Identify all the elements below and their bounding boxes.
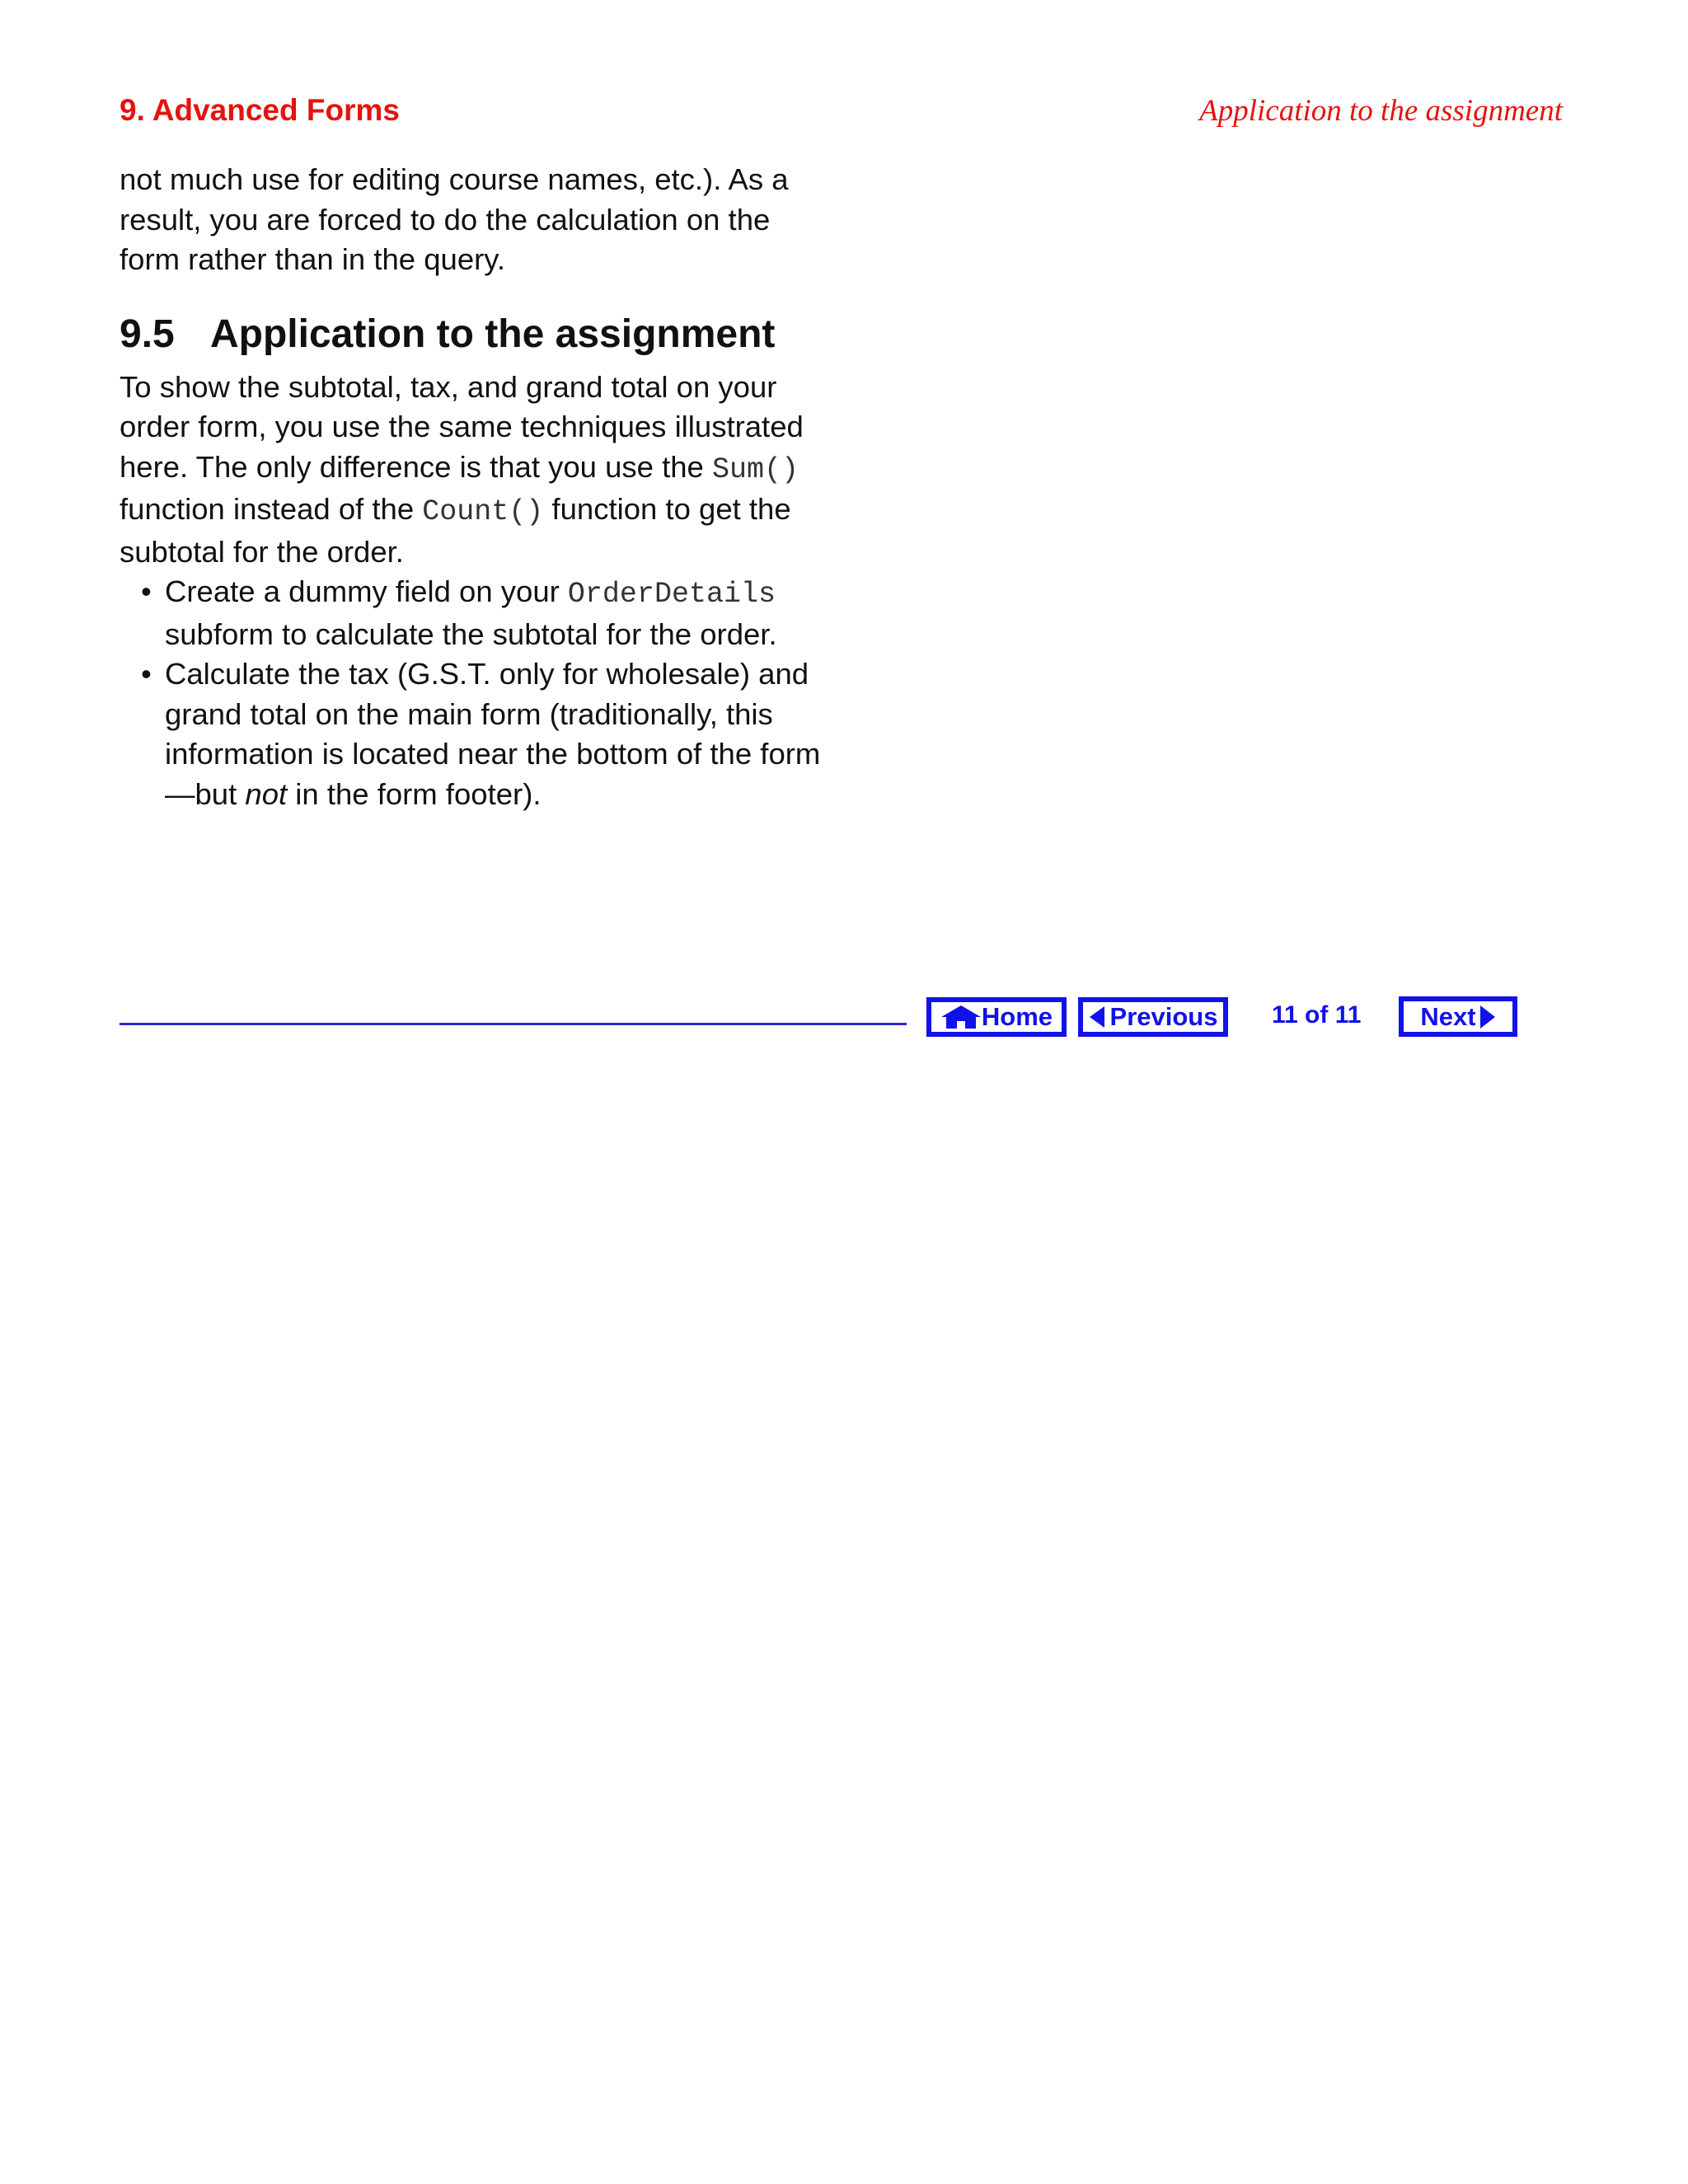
running-head-chapter: 9. Advanced Forms [120,93,400,127]
house-icon [940,1005,982,1029]
footer-rule [120,1023,907,1025]
bullet-list [120,572,828,814]
bullet-text-1: Calculate the tax (G.S.T. only for wholesale) and grand total on the main form (traditionally, this information is located near the bottom of the form—but [165,657,821,811]
page-indicator: 11 of 11 [1272,1001,1362,1029]
previous-button[interactable] [1078,997,1228,1037]
para-text-3: function to get the subtotal for the order. [120,492,791,569]
section-heading [120,310,828,359]
next-button[interactable] [1399,996,1517,1037]
home-button-label: Home [981,1002,1053,1031]
list-item [120,654,828,814]
bullet-marker: • [141,574,152,608]
next-button-label: Next [1420,1001,1476,1031]
code-sum: Sum() [711,452,799,486]
bullet-text-2: subform to calculate the subtotal for the order. [165,616,777,651]
body-paragraph [120,368,828,573]
list-item [120,572,828,654]
home-button[interactable] [926,997,1067,1037]
lead-paragraph: not much use for editing course names, etc.). As a result, you are forced to do the calculation on the form rather than in the query. [120,162,789,276]
code-count: Count() [422,495,544,528]
bullet-text-1: Create a dummy field on your [165,574,568,608]
running-head-section: Application to the assignment [1199,94,1563,128]
section-number: 9.5 [120,312,175,356]
code-orderdetails: OrderDetails [567,578,776,611]
section-title: Application to the assignment [210,312,776,356]
bullet-marker: • [141,657,152,691]
emphasis-not: not [245,776,288,811]
previous-button-label: Previous [1109,1002,1218,1031]
triangle-left-icon [1089,1005,1105,1029]
para-text-1: To show the subtotal, tax, and grand total on your order form, you use the same techniques illustrated here. The only difference is that you use the [120,369,804,484]
para-text-2: function instead of the [120,492,423,526]
triangle-right-icon [1479,1005,1496,1029]
bullet-text-2: in the form footer). [287,776,542,811]
main-content [120,160,828,814]
